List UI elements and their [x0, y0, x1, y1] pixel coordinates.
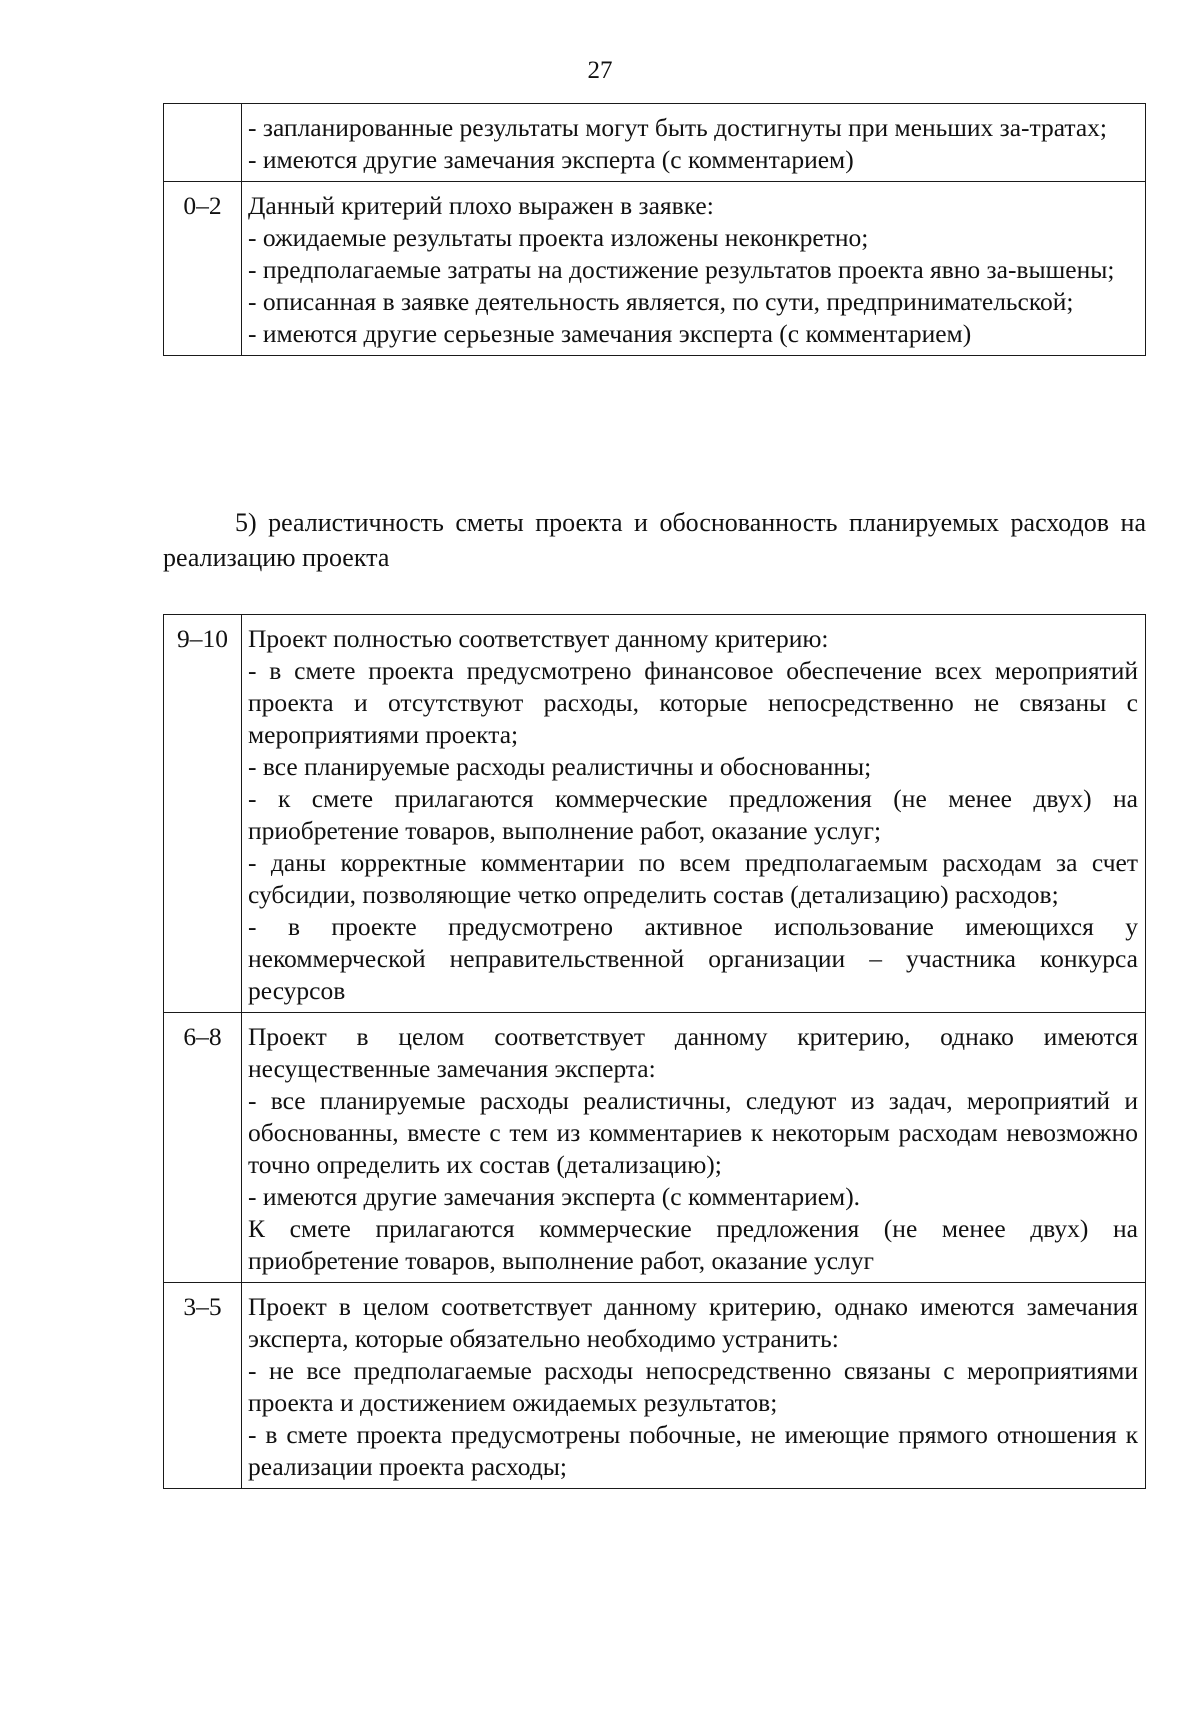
criteria-table-4-continued — [163, 103, 1146, 356]
table-body — [164, 615, 1146, 1489]
description-cell — [242, 104, 1146, 182]
description-line: - ожидаемые результаты проекта изложены неконкретно; — [248, 223, 869, 252]
description-line: - в смете проекта предусмотрены побочные, не имеющие прямого отношения к реализации проекта расходы; — [248, 1420, 1138, 1481]
table-row — [164, 182, 1146, 356]
description-cell — [242, 1283, 1146, 1489]
description-line: Проект полностью соответствует данному критерию: — [248, 624, 829, 653]
description-line: - даны корректные комментарии по всем предполагаемым расходам за счет субсидии, позволяющие четко определить состав (детализацию) расходов; — [248, 848, 1138, 909]
description-line: - имеются другие серьезные замечания эксперта (с комментарием) — [248, 319, 972, 348]
description-line: - в смете проекта предусмотрено финансовое обеспечение всех мероприятий проекта и отсутствуют расходы, которые непосредственно не связаны с мероприятиями проекта; — [248, 656, 1138, 749]
table-row — [164, 104, 1146, 182]
score-cell: 6–8 — [164, 1013, 242, 1283]
description-line: - не все предполагаемые расходы непосредственно связаны с мероприятиями проекта и достижением ожидаемых результатов; — [248, 1356, 1138, 1417]
score-cell: 9–10 — [164, 615, 242, 1013]
description-cell — [242, 615, 1146, 1013]
description-line: - имеются другие замечания эксперта (с комментарием) — [248, 145, 854, 174]
description-line: - запланированные результаты могут быть достигнуты при меньших за-тратах; — [248, 113, 1107, 142]
table-row — [164, 1283, 1146, 1489]
table-body — [164, 104, 1146, 356]
criteria-table-5 — [163, 614, 1146, 1489]
description-cell — [242, 1013, 1146, 1283]
section-heading: 5) реалистичность сметы проекта и обоснованность планируемых расходов на реализацию проекта — [163, 508, 1146, 572]
score-cell — [164, 104, 242, 182]
score-cell: 3–5 — [164, 1283, 242, 1489]
description-line: - все планируемые расходы реалистичны, следуют из задач, мероприятий и обоснованны, вместе с тем из комментариев к некоторым расходам невозможно точно определить их состав (детализацию); — [248, 1086, 1138, 1179]
description-line: - предполагаемые затраты на достижение результатов проекта явно за-вышены; — [248, 255, 1115, 284]
table-row — [164, 615, 1146, 1013]
description-line: - в проекте предусмотрено активное использование имеющихся у некоммерческой неправительственной организации – участника конкурса ресурсов — [248, 912, 1138, 1005]
description-line: - имеются другие замечания эксперта (с комментарием). — [248, 1182, 861, 1211]
description-line: К смете прилагаются коммерческие предложения (не менее двух) на приобретение товаров, выполнение работ, оказание услуг — [248, 1214, 1138, 1275]
description-line: Проект в целом соответствует данному критерию, однако имеются несущественные замечания эксперта: — [248, 1022, 1138, 1083]
score-cell: 0–2 — [164, 182, 242, 356]
page-number: 27 — [587, 57, 613, 84]
table-row — [164, 1013, 1146, 1283]
description-line: Данный критерий плохо выражен в заявке: — [248, 191, 714, 220]
description-cell — [242, 182, 1146, 356]
description-line: - описанная в заявке деятельность является, по сути, предпринимательской; — [248, 287, 1074, 316]
description-line: - к смете прилагаются коммерческие предложения (не менее двух) на приобретение товаров, выполнение работ, оказание услуг; — [248, 784, 1138, 845]
description-line: Проект в целом соответствует данному критерию, однако имеются замечания эксперта, которые обязательно необходимо устранить: — [248, 1292, 1138, 1353]
description-line: - все планируемые расходы реалистичны и обоснованны; — [248, 752, 872, 781]
